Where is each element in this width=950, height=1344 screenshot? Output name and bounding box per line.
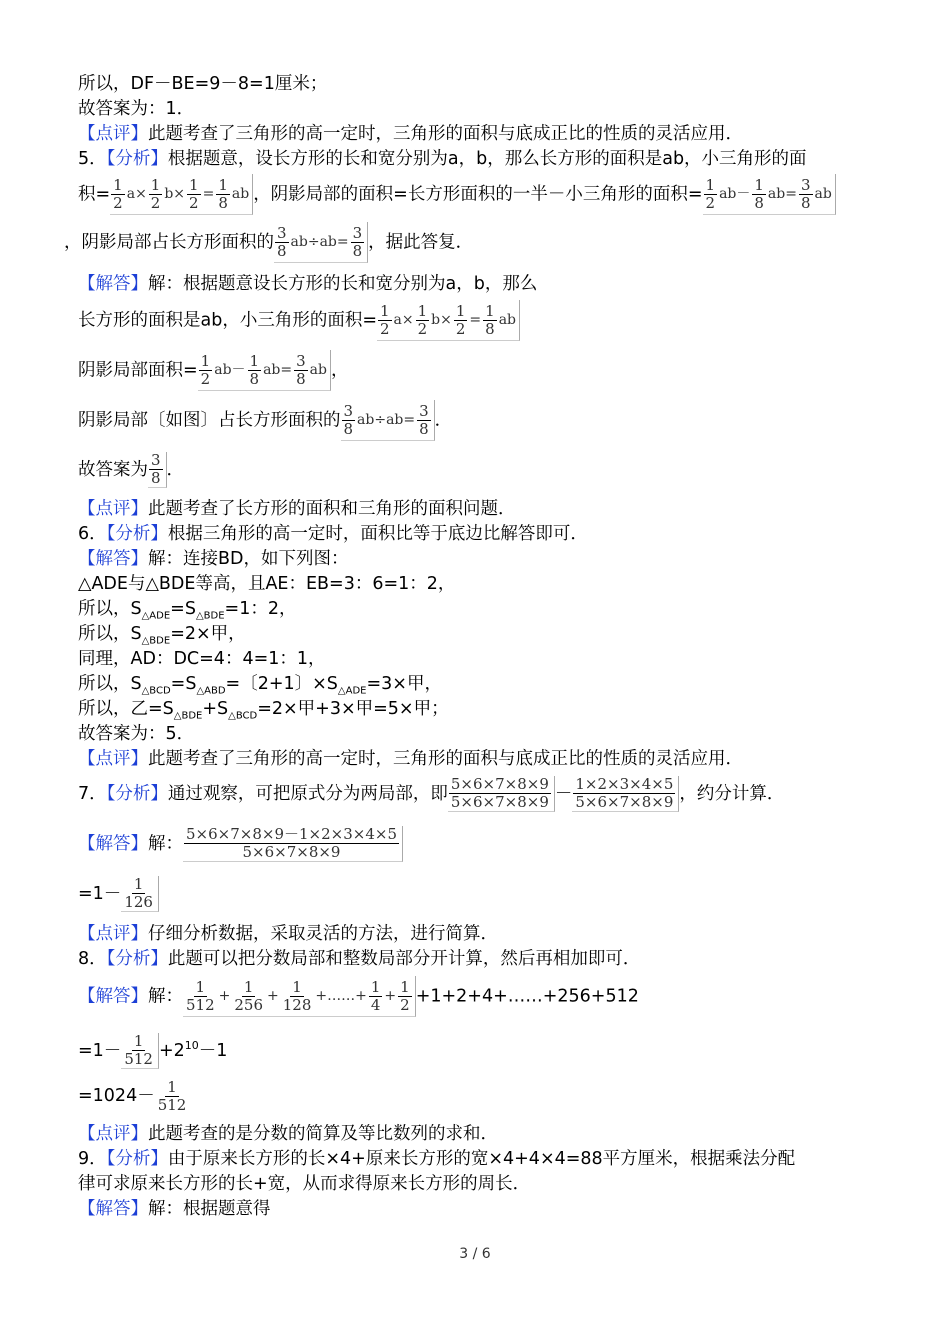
q5-solution-line-3: 阴影局部面积= 1 2 ab－ 1 8 ab= $\frac{3}{8}$ ab ， bbox=[78, 350, 348, 391]
q9-analysis-line: 9．【分析】由于原来长方形的长×4+原来长方形的宽×4+4×4=88平方厘米，根据乘法分配 bbox=[78, 1149, 796, 1169]
text-line: 同理，AD：DC=4：4=1：1， bbox=[78, 649, 326, 669]
q7-solution-line-2: =1－ 1 126 bbox=[78, 874, 159, 914]
comment-tag: 【点评】 bbox=[78, 924, 148, 944]
comment-line: 【点评】此题考查了三角形的高一定时，三角形的面积与底成正比的性质的灵活应用． bbox=[78, 749, 743, 769]
text-line: 所以，$S_{\triangle BCD}=S_{\triangle ABD}=$〔2+1〕$\times S_{\triangle ADE}=3\times$甲， bbox=[78, 674, 442, 697]
q7-analysis-line: 7．【分析】通过观察，可把原式分为两局部，即 5×6×7×8×9 5×6×7×8×9 － 1×2×3×4×5 5×6×7×8×9 ，约分计算． bbox=[78, 775, 785, 811]
math-expression: 1 2 ab－ 1 8 ab= $\frac{3}{8}$ ab bbox=[703, 174, 836, 215]
analysis-tag: 【分析】 bbox=[106, 149, 168, 169]
comment-line: 【点评】此题考查了三角形的高一定时，三角形的面积与底成正比的性质的灵活应用． bbox=[78, 124, 743, 144]
math-expression: 1 2 ab－ 1 8 ab= $\frac{3}{8}$ ab bbox=[198, 350, 331, 391]
text-line: 所以，DF－BE=9－8=1厘米； bbox=[78, 74, 328, 94]
q6-solution-line: 【解答】解：连接BD，如下列图： bbox=[78, 549, 349, 569]
text-line: 所以，$S_{\triangle ADE}=S_{\triangle BDE}=1$：2， bbox=[78, 599, 297, 622]
math-expression: 5×6×7×8×9 5×6×7×8×9 bbox=[448, 776, 555, 812]
comment-line: 【点评】此题考查了长方形的面积和三角形的面积问题． bbox=[78, 499, 516, 519]
analysis-tag: 【分析】 bbox=[106, 1149, 168, 1169]
q8-solution-line-3: =1024－ 1 512 bbox=[78, 1076, 191, 1116]
text-line: 所以，乙$=S_{\triangle BDE}+S_{\triangle BCD}=2\times$甲+3×甲=5×甲； bbox=[78, 699, 449, 722]
text-line: 故答案为：5． bbox=[78, 724, 195, 744]
q9-analysis-line-2: 律可求原来长方形的长+宽，从而求得原来长方形的周长． bbox=[78, 1174, 531, 1194]
solution-tag: 【解答】 bbox=[78, 549, 148, 569]
solution-tag: 【解答】 bbox=[78, 986, 148, 1007]
q9-solution-line: 【解答】解：根据题意得 bbox=[78, 1199, 271, 1219]
math-expression: 5×6×7×8×9－1×2×3×4×5 5×6×7×8×9 bbox=[183, 826, 403, 862]
math-expression: 1 126 bbox=[121, 876, 159, 912]
comment-tag: 【点评】 bbox=[78, 124, 148, 144]
comment-tag: 【点评】 bbox=[78, 1124, 148, 1144]
math-expression: 1 512 + $\frac{1}{256}$ + $\frac{1}{128}$ +……+ $\frac{1}{4}$ + $\frac{1}{2}$ bbox=[183, 976, 416, 1017]
page-number: 3 / 6 bbox=[459, 1246, 491, 1262]
solution-tag: 【解答】 bbox=[78, 1199, 148, 1219]
analysis-tag: 【分析】 bbox=[106, 784, 168, 804]
q5-solution-line-5: 故答案为 3 8 ． bbox=[78, 451, 185, 487]
math-expression: 1 2 a× $\frac{1}{2}$ b× $\frac{1}{2}$ = $\frac{1}{8}$ ab bbox=[377, 300, 520, 341]
q5-analysis-line-2: 积= 1 2 a× $\frac{1}{2}$ b× $\frac{1}{2}$ = $\frac{1}{8}$ ab ，阴影局部的面积=长方形面积的一半－小三角形的面积= 1 2 ab－ 1 8 ab= $\frac{3}{8}$ ab bbox=[78, 174, 836, 215]
q8-solution-line: 【解答】解： 1 512 + $\frac{1}{256}$ + $\frac{1}{128}$ +……+ $\frac{1}{4}$ + $\frac{1}{2}$ +1+2+4+……+256+512 bbox=[78, 976, 639, 1017]
q5-analysis-line-3: ，阴影局部占长方形面积的 3 8 ab÷ab= $\frac{3}{8}$ ，据此答复． bbox=[64, 222, 473, 263]
q5-solution-line-2: 长方形的面积是ab，小三角形的面积= 1 2 a× $\frac{1}{2}$ b× $\frac{1}{2}$ = $\frac{1}{8}$ ab bbox=[78, 300, 520, 341]
text-line: △ADE与△BDE等高，且AE：EB=3：6=1：2， bbox=[78, 574, 456, 594]
text-line: 所以，$S_{\triangle BDE}=2\times$甲， bbox=[78, 624, 246, 647]
math-expression: 3 8 ab÷ab= $\frac{3}{8}$ bbox=[274, 222, 368, 263]
q6-analysis-line: 6．【分析】根据三角形的高一定时，面积比等于底边比解答即可． bbox=[78, 524, 588, 544]
q5-solution-line-4: 阴影局部〔如图〕占长方形面积的 3 8 ab÷ab= $\frac{3}{8}$ ． bbox=[78, 400, 452, 441]
analysis-tag: 【分析】 bbox=[106, 524, 168, 544]
text-line: 故答案为：1． bbox=[78, 99, 195, 119]
math-expression: 3 8 bbox=[148, 452, 167, 488]
q5-solution-line: 【解答】解：根据题意设长方形的长和宽分别为a，b，那么 bbox=[78, 274, 538, 294]
q5-analysis-line: 5．【分析】根据题意，设长方形的长和宽分别为a，b，那么长方形的面积是ab，小三角形的面 bbox=[78, 149, 807, 169]
comment-tag: 【点评】 bbox=[78, 499, 148, 519]
q8-solution-line-2: =1－ 1 512 $+2^{10}-1$ bbox=[78, 1031, 228, 1068]
comment-line: 【点评】此题考查的是分数的简算及等比数列的求和． bbox=[78, 1124, 498, 1144]
analysis-tag: 【分析】 bbox=[106, 949, 168, 969]
comment-line: 【点评】仔细分析数据，采取灵活的方法，进行简算． bbox=[78, 924, 498, 944]
q7-solution-line: 【解答】解： 5×6×7×8×9－1×2×3×4×5 5×6×7×8×9 bbox=[78, 824, 403, 864]
math-expression: 1 512 bbox=[121, 1033, 159, 1069]
comment-tag: 【点评】 bbox=[78, 749, 148, 769]
solution-tag: 【解答】 bbox=[78, 274, 148, 294]
solution-tag: 【解答】 bbox=[78, 834, 148, 854]
math-expression: 3 8 ab÷ab= $\frac{3}{8}$ bbox=[341, 400, 435, 441]
math-expression: 1 2 a× $\frac{1}{2}$ b× $\frac{1}{2}$ = $\frac{1}{8}$ ab bbox=[110, 174, 253, 215]
q8-analysis-line: 8．【分析】此题可以把分数局部和整数局部分开计算，然后再相加即可． bbox=[78, 949, 641, 969]
math-expression: 1 512 bbox=[157, 1077, 187, 1114]
math-expression: 1×2×3×4×5 5×6×7×8×9 bbox=[572, 776, 679, 812]
